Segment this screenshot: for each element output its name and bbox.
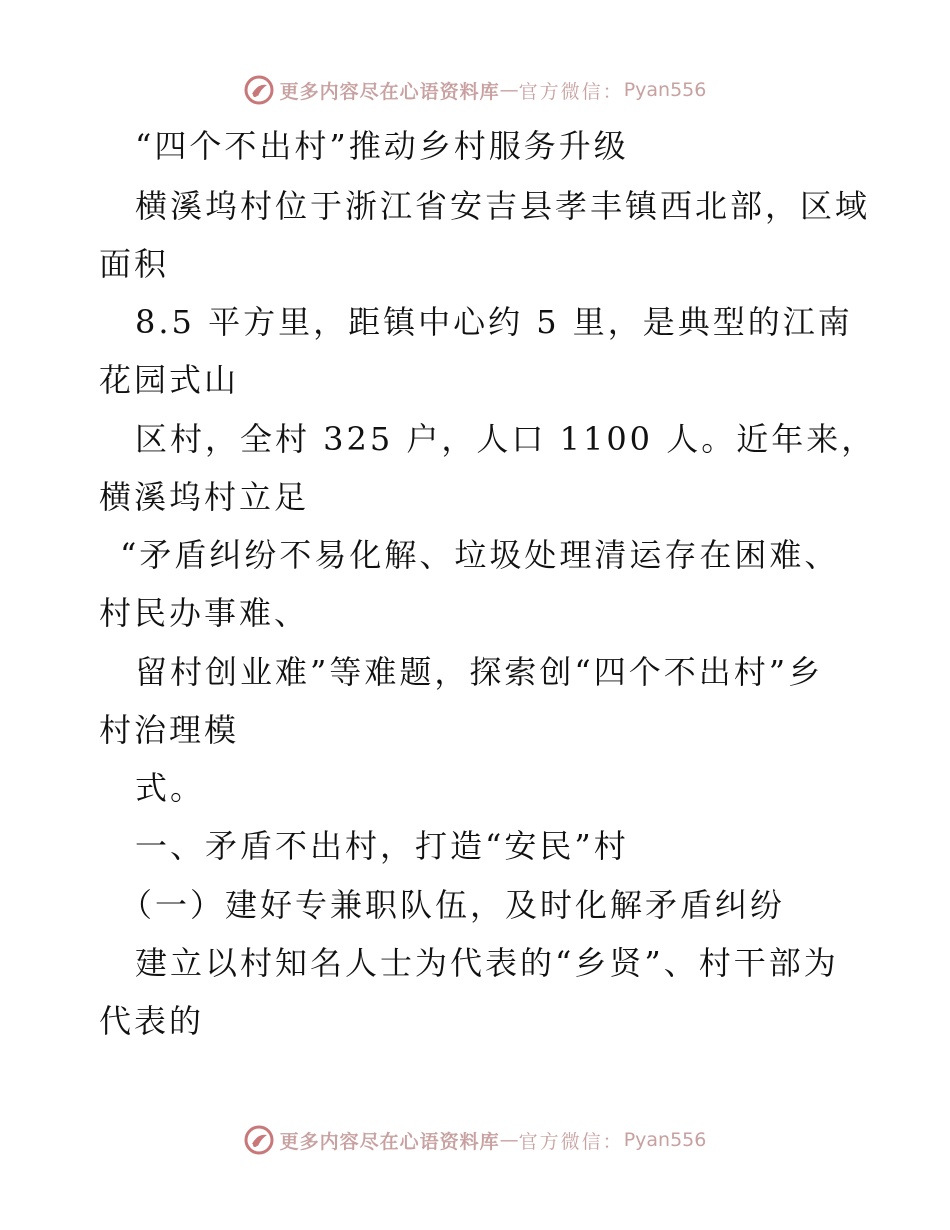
header-banner [0,70,950,110]
paragraph-line: 面积 [99,245,170,283]
paragraph-line: 留村创业难”等难题，探索创“四个不出村”乡 [135,653,824,691]
footer-banner [0,1120,950,1160]
banner-text: 更多内容尽在心语资料库 [279,80,500,103]
banner-official-label: 官方微信： [518,80,624,103]
section-heading: 一、矛盾不出村，打造“安民”村 [135,827,629,865]
banner-wechat-id: Pyan556 [623,79,707,101]
paragraph-line: 式。 [135,769,206,807]
banner-separator: — [499,79,519,101]
banner-wechat-id: Pyan556 [623,1129,707,1151]
paragraph-line: 花园式山 [99,361,240,399]
banner-separator: — [499,1129,519,1151]
paragraph-line: 建立以村知名人士为代表的“乡贤”、村干部为 [135,944,839,982]
paragraph-line: 8.5 平方里，距镇中心约 5 里，是典型的江南 [135,303,853,341]
paragraph-line: 区村，全村 325 户，人口 1100 人。近年来， [135,420,877,458]
subsection-heading: （一）建好专兼职队伍，及时化解矛盾纠纷 [120,886,786,924]
paragraph-line: 横溪坞村位于浙江省安吉县孝丰镇西北部，区域 [135,187,871,225]
article-title: “四个不出村”推动乡村服务升级 [135,127,629,165]
logo-icon [244,1125,274,1155]
paragraph-line: 代表的 [99,1002,205,1040]
paragraph-line: 村治理模 [99,711,240,749]
paragraph-line: “矛盾纠纷不易化解、垃圾处理清运存在困难、 [120,536,840,574]
banner-official-label: 官方微信： [518,1130,624,1153]
paragraph-line: 横溪坞村立足 [99,478,310,516]
banner-text: 更多内容尽在心语资料库 [279,1130,500,1153]
paragraph-line: 村民办事难、 [99,594,310,632]
logo-icon [244,75,274,105]
